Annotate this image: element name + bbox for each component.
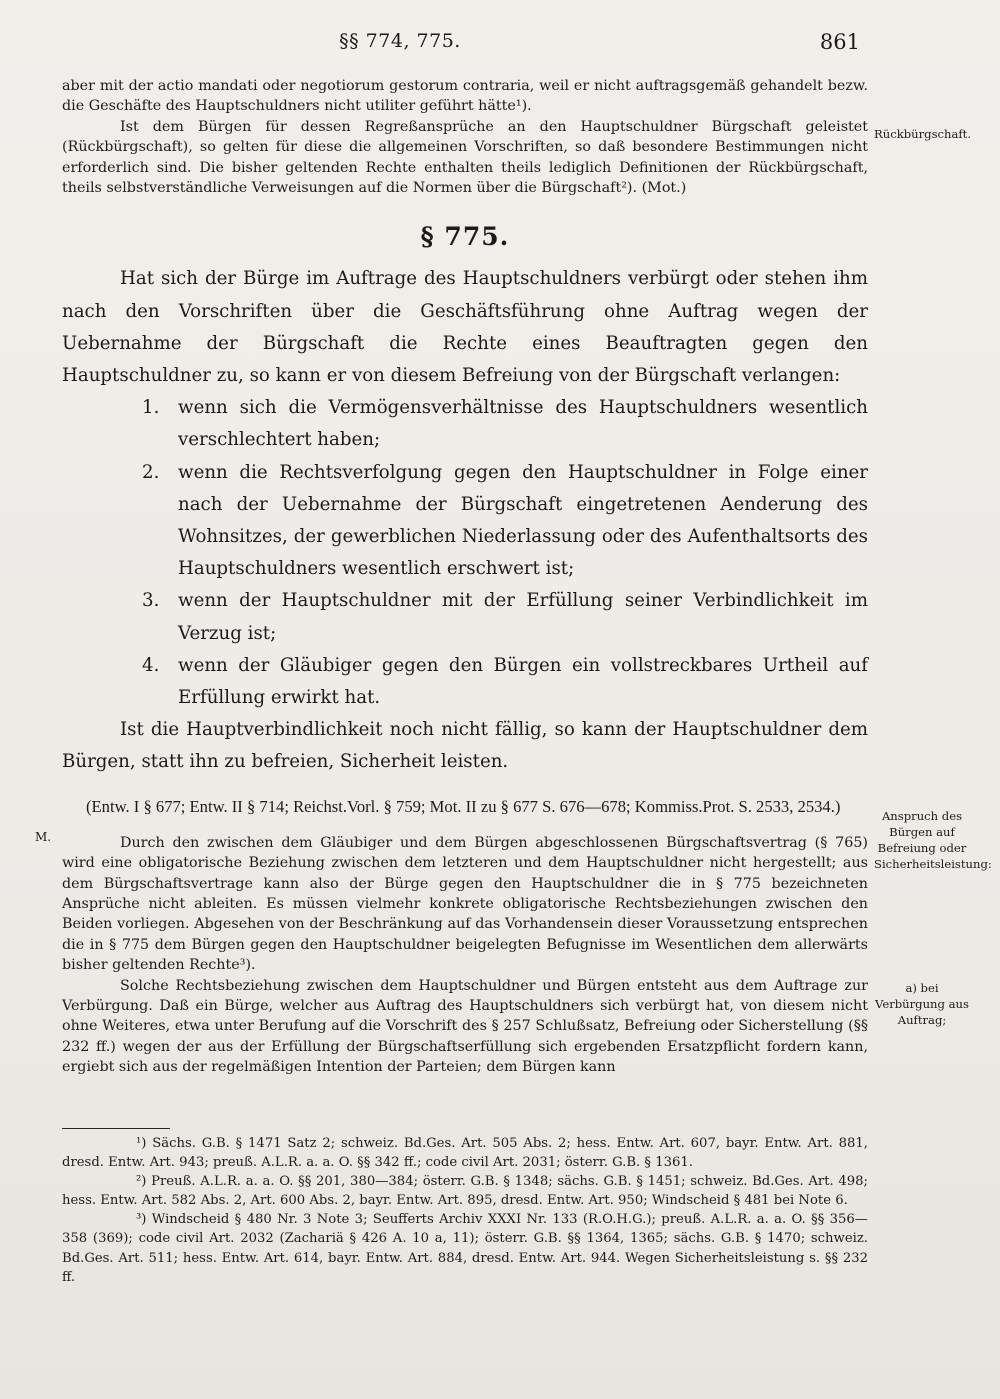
header-sections: §§ 774, 775. <box>339 30 461 52</box>
intro-commentary <box>62 76 868 198</box>
item-number: 2. <box>142 461 160 483</box>
section-citation: (Entw. I § 677; Entw. II § 714; Reichst.Vorl. § 759; Mot. II zu § 677 S. 676—678; Kommiss.Prot. S. 2533, 2534.) <box>86 796 841 816</box>
list-item <box>62 585 868 649</box>
margin-note: Anspruch des Bürgen auf Befreiung oder Sicherheitsleistung: <box>874 809 992 871</box>
intro-paragraph: Ist dem Bürgen für dessen Regreßansprüche an den Hauptschuldner Bürgschaft geleistet (Rückbürgschaft), so gelten für diese die allgemeinen Vorschriften, so daß besondere Bestimmungen nicht erforderlich sind. Die bisher geltenden Rechte enthalten theils lediglich Definitionen der Rückbürgschaft, theils selbstverständliche Verweisungen auf die Normen über die Bürgschaft²). (Mot.) <box>62 118 868 197</box>
list-item <box>62 392 868 456</box>
footnote: ²) Preuß. A.L.R. a. a. O. §§ 201, 380—384; österr. G.B. § 1348; sächs. G.B. § 1451; schweiz. Bd.Ges. Art. 498; hess. Entw. Art. 582 Abs. 2, Art. 600 Abs. 2, bayr. Entw. Art. 895, dresd. Entw. Art. 950; Windscheid § 481 bei Note 6. <box>62 1174 868 1209</box>
margin-note: Rückbürgschaft. <box>874 127 972 141</box>
item-number: 3. <box>142 590 160 612</box>
condition-list <box>62 392 868 714</box>
margin-note: a) bei Verbürgung aus Auftrag; <box>875 981 969 1027</box>
page-number: 861 <box>819 30 860 54</box>
section-heading: § 775. <box>420 222 510 252</box>
item-text: wenn der Gläubiger gegen den Bürgen ein vollstreckbares Urtheil auf Erfüllung erwirkt hat. <box>178 654 868 709</box>
list-item <box>62 457 868 586</box>
item-text: wenn sich die Vermögensverhältnisse des Hauptschuldners wesentlich verschlechtert haben; <box>178 397 868 451</box>
commentary-paragraph: Solche Rechtsbeziehung zwischen dem Hauptschuldner und Bürgen entsteht aus dem Auftrage zur Verbürgung. Daß ein Bürge, welcher aus Auftrag des Hauptschuldners sich verbürgt hat, von diesem nicht ohne Weiteres, etwa unter Berufung auf die Vorschrift des § 257 Schlußsatz, Befreiung oder Sicherstellung (§§ 232 ff.) wegen der aus der Erfüllung der Bürgschaftserfüllung sich ergebenden Ersatzpflicht fordern kann, ergiebt sich aus der regelmäßigen Intention der Parteien; dem Bürgen kann <box>62 977 868 1076</box>
footnote: ³) Windscheid § 480 Nr. 3 Note 3; Seufferts Archiv XXXI Nr. 133 (R.O.H.G.); preuß. A.L.R. a. a. O. §§ 356—358 (369); code civil Art. 2032 (Zachariä § 426 A. 10 a, 11); österr. G.B. §§ 1364, 1365; sächs. G.B. § 1470; schweiz. Bd.Ges. Art. 511; hess. Entw. Art. 614, bayr. Entw. Art. 884, dresd. Entw. Art. 944. Wegen Sicherheitsleistung s. §§ 232 ff. <box>62 1212 868 1285</box>
page-header <box>0 30 1000 62</box>
commentary-paragraph: Durch den zwischen dem Gläubiger und dem Bürgen abgeschlossenen Bürgschaftsvertrag (§ 765) wird eine obligatorische Beziehung zwischen dem letzteren und dem Hauptschuldner nicht hergestellt; aus dem Bürgschaftsvertrage kann also der Bürge gegen den Hauptschuldner die in § 775 bezeichneten Ansprüche nicht ableiten. Es müssen vielmehr konkrete obligatorische Rechtsbeziehungen zwischen den Beiden vorliegen. Abgesehen von der Beschränkung auf das Vorhandensein dieser Voraussetzung entsprechen die in § 775 dem Bürgen gegen den Hauptschuldner beigelegten Befugnisse im Wesentlichen dem allerwärts bisher geltenden Rechte³). <box>62 834 868 974</box>
footnote-divider <box>62 1128 170 1129</box>
list-item <box>62 650 868 714</box>
motive-marker: M. <box>35 830 52 844</box>
footnote: ¹) Sächs. G.B. § 1471 Satz 2; schweiz. Bd.Ges. Art. 505 Abs. 2; hess. Entw. Art. 607, bayr. Entw. Art. 881, dresd. Entw. Art. 943; preuß. A.L.R. a. a. O. §§ 342 ff.; code civil Art. 2031; österr. G.B. § 1361. <box>62 1136 868 1171</box>
intro-paragraph: aber mit der actio mandati oder negotiorum gestorum contraria, weil er nicht auftragsgemäß gehandelt bezw. die Geschäfte des Hauptschuldners nicht utiliter geführt hätte¹). <box>62 78 868 115</box>
main-text <box>62 76 868 1078</box>
section-intro: Hat sich der Bürge im Auftrage des Hauptschuldners verbürgt oder stehen ihm nach den Vorschriften über die Geschäftsführung ohne Auftrag wegen der Uebernahme der Bürgschaft die Rechte eines Beauftragten gegen den Hauptschuldner zu, so kann er von diesem Befreiung von der Bürgschaft verlangen: <box>62 268 868 387</box>
section-text <box>62 263 868 778</box>
item-text: wenn die Rechtsverfolgung gegen den Hauptschuldner in Folge einer nach der Uebernahme der Bürgschaft eingetretenen Aenderung des Wohnsitzes, der gewerblichen Niederlassung oder des Aufenthaltsorts des Hauptschuldners wesentlich erschwert ist; <box>178 461 868 580</box>
item-text: wenn der Hauptschuldner mit der Erfüllung seiner Verbindlichkeit im Verzug ist; <box>178 590 868 644</box>
item-number: 1. <box>142 397 160 419</box>
footnotes <box>62 1134 868 1287</box>
section-closing: Ist die Hauptverbindlichkeit noch nicht fällig, so kann der Hauptschuldner dem Bürgen, statt ihn zu befreien, Sicherheit leisten. <box>62 719 868 773</box>
motive-commentary <box>62 833 868 1078</box>
item-number: 4. <box>142 654 160 676</box>
